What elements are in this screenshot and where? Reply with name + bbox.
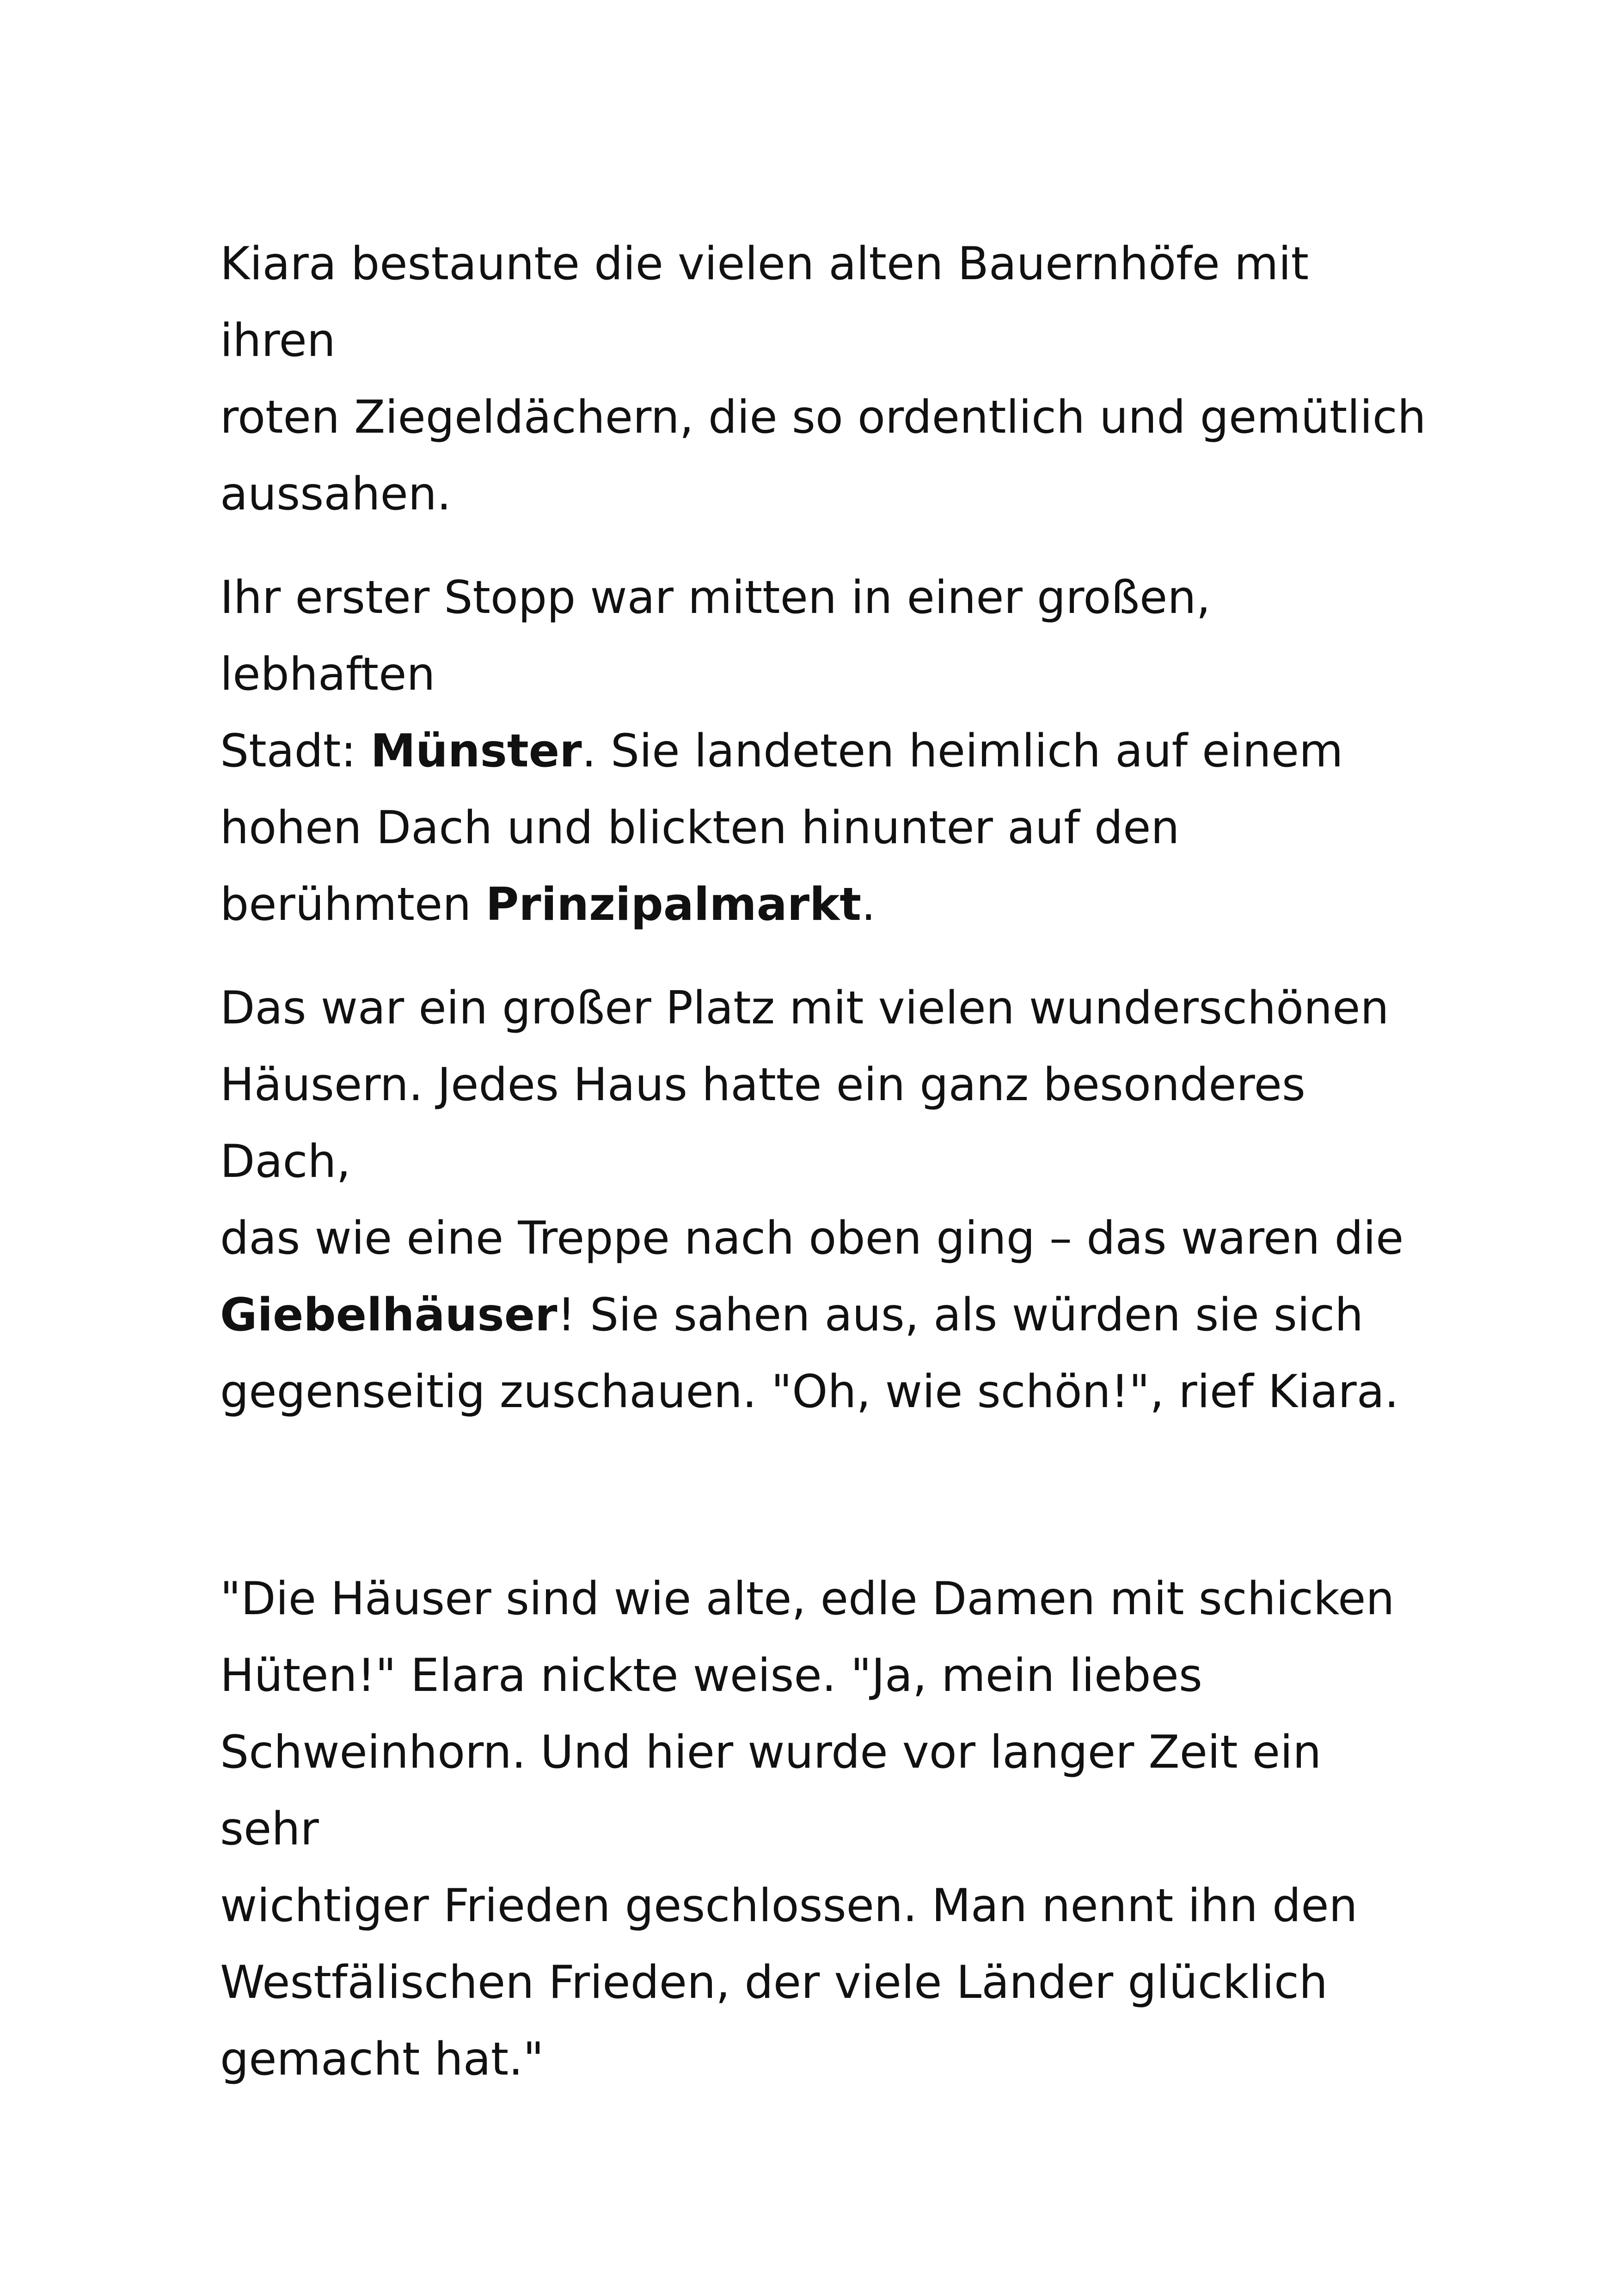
bold-term-prinzipalmarkt: Prinzipalmarkt <box>485 878 862 931</box>
paragraph-text: ! Sie sahen aus, als würden sie sich gegenseitig zuschauen. "Oh, wie schön!", rief Kiara. <box>220 1289 1399 1418</box>
paragraph-text: Das war ein großer Platz mit vielen wunderschönen Häusern. Jedes Haus hatte ein ganz besonderes Dach, das wie eine Treppe nach oben ging – das waren die <box>220 982 1404 1265</box>
paragraph-farmhouses: Kiara bestaunte die vielen alten Bauernhöfe mit ihren roten Ziegeldächern, die so ordentlich und gemütlich aussahen. <box>220 238 1426 520</box>
paragraph-text: . Sie landeten heimlich auf einem hohen Dach und blickten hinunter auf den berühmten <box>220 725 1343 931</box>
paragraph-text: . <box>861 878 876 931</box>
paragraph-muenster <box>220 559 1431 943</box>
paragraph-giebelhaeuser <box>220 970 1431 1430</box>
bold-term-giebelhaeuser: Giebelhäuser <box>220 1289 558 1341</box>
paragraph-westfaelischer-frieden: "Die Häuser sind wie alte, edle Damen mit schicken Hüten!" Elara nickte weise. "Ja, mein liebes Schweinhorn. Und hier wurde vor langer Zeit ein sehr wichtiger Frieden geschlossen. Man nennt ihn den Westfälischen Frieden, der viele Länder glücklich gemacht hat." <box>220 1573 1395 2086</box>
story-text <box>220 226 1431 2125</box>
paragraph-text: Ihr erster Stopp war mitten in einer großen, lebhaften Stadt: <box>220 571 1211 778</box>
bold-term-muenster: Münster <box>370 725 582 778</box>
